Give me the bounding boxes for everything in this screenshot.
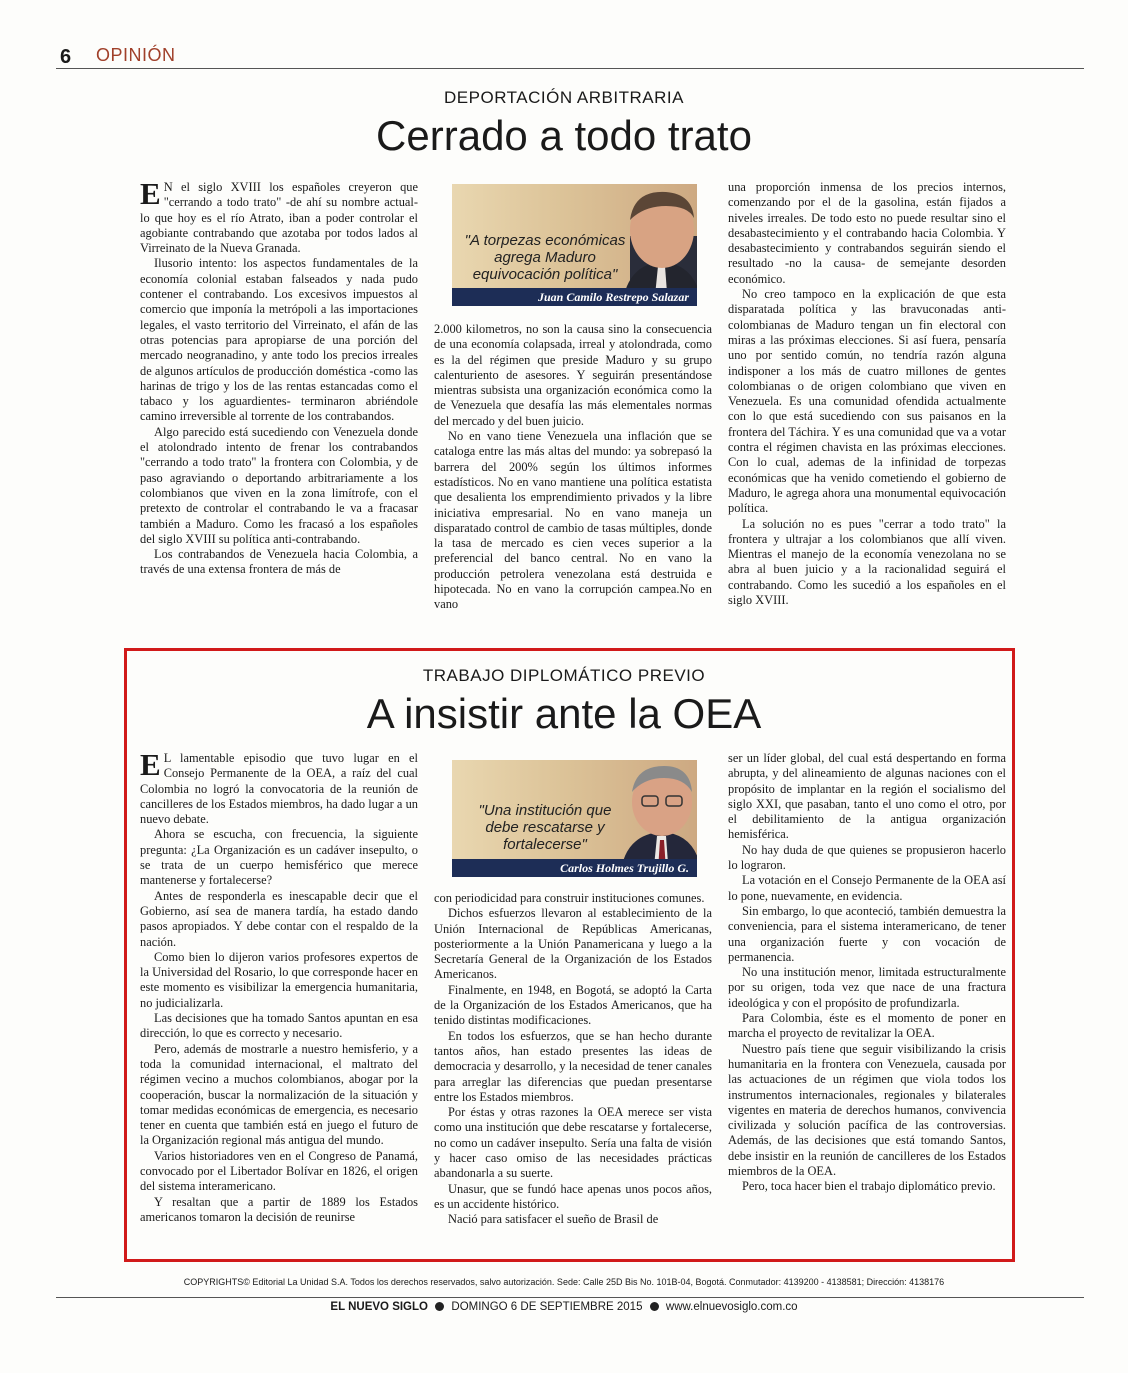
paragraph: Varios historiadores ven en el Congreso de Panamá, convocado por el Libertador Bolívar en 1826, el origen del sistema interamericano. [140, 1148, 418, 1194]
article2-col1 [140, 751, 418, 1256]
footer-url[interactable]: www.elnuevosiglo.com.co [665, 1301, 798, 1313]
footer-dot-icon [650, 1302, 659, 1311]
paragraph: Y resaltan que a partir de 1889 los Estados americanos tomaron la decisión de reunirse [140, 1194, 418, 1224]
paragraph: Antes de responderla es inescapable decir que el Gobierno, así sea de manera tardía, ha estado dando pasos apropiados. Y debe contar con el respaldo de la nación. [140, 888, 418, 949]
article2-kicker: TRABAJO DIPLOMÁTICO PREVIO [422, 666, 706, 685]
article2-col2 [434, 891, 712, 1256]
paragraph: Los contrabandos de Venezuela hacia Colombia, a través de una extensa frontera de más de [140, 547, 418, 577]
paragraph: La solución no es pues "cerrar a todo trato" la frontera y ultrajar a los colombianos que allí viven. Mientras el manejo de la economía venezolana no se abra al buen juicio y a la racionalidad seguirá el contrabando. Como les sucedió a los españoles en el siglo XVIII. [728, 516, 1006, 608]
paragraph: Ahora se escucha, con frecuencia, la siguiente pregunta: ¿La Organización es un cadáver insepulto, o se trata de un cuerpo hemisférico que merece mantenerse y fortalecerse? [140, 827, 418, 888]
footer-dot-icon [435, 1302, 444, 1311]
paragraph: Nació para satisfacer el sueño de Brasil de [448, 1212, 659, 1227]
paragraph: Dichos esfuerzos llevaron al establecimiento de la Unión Internacional de Repúblicas Americanas, posteriormente a la Unión Panamericana y luego a la Secretaría General de la Organización de los Estados Americanos. [434, 906, 712, 982]
copyright-line: COPYRIGHTS© Editorial La Unidad S.A. Todos los derechos reservados, salvo autorización. Sede: Calle 25D Bis No. 101B-04, Bogotá. Conmutador: 4139200 - 4138581; Dirección: 4138176 [183, 1277, 945, 1287]
paragraph: ser un líder global, del cual está despertando en forma abrupta, y del alineamiento de algunas naciones con el propósito de implantar en la región el socialismo del siglo XXI, que pasaban, tanto el uno como el otro, por el debilitamiento de la antigua organización hemisférica. [728, 751, 1006, 842]
header-rule [56, 68, 1084, 69]
paragraph: Las decisiones que ha tomado Santos apuntan en esa dirección, lo que es correcto y necesario. [140, 1011, 418, 1041]
paragraph: Por éstas y otras razones la OEA merece ser vista como una institución que debe rescatarse y fortalecerse, no como un cadáver insepulto. Sería una falta de visión y hacer caso omiso de las necesidades prácticas abandonarla a su suerte. [434, 1105, 712, 1181]
paragraph: con periodicidad para construir instituciones comunes. [434, 891, 705, 905]
paragraph: Ilusorio intento: los aspectos fundamentales de la economía colonial estaban falseados y nada pudo contener el contrabando. Los excesivos impuestos al comercio que imponía la metrópoli a las importaciones legales, el vasto territorio del Virreinato, el afán de las otras potencias para apropiarse de una porción del mercado neogranadino, y ante todo los precios irreales de algunos artículos de producción doméstica -como las harinas de trigo y los de las rentas estancadas como el tabaco y los aguardientes- terminaron abriéndole camino irreversible al torrente de los contrabandos. [140, 256, 418, 424]
paragraph: una proporción inmensa de los precios internos, comenzando por el de la gasolina, están fijados a niveles irreales. De todo esto no puede resultar sino el desabastecimiento y el contrabando hacia Colombia. Y desabastecimiento y contrabandos seguirán siendo el resultado -no la causa- de semejante desorden económico. [728, 180, 1006, 286]
section-label: OPINIÓN [96, 45, 176, 65]
article1-quote-text: "A torpezas económicas agrega Maduro equivocación política" [464, 232, 626, 283]
paragraph: No una institución menor, limitada estructuralmente por su origen, toda vez que nace de una fractura ideológica y con el propósito de profundizarla. [728, 965, 1006, 1010]
paragraph: No en vano tiene Venezuela una inflación que se cataloga entre las más altas del mundo: ya sobrepasó la barrera del 200% según los últimos informes estadísticos. No en vano mantiene una política estatista que desalienta los emprendimiento privados y la libre iniciativa empresarial. No en vano maneja un disparatado control de cambio de tasas múltiples, donde la tasa de mercado es cien veces superior a la preferencial del banco central. No en vano la producción petrolera venezolana está destruida e hipotecada. No en vano la corrupción campea.No en vano [434, 429, 712, 612]
article1-quote-box [452, 184, 697, 306]
footer-rule [56, 1297, 1084, 1298]
paragraph: La votación en el Consejo Permanente de la OEA así lo pone, nuevamente, en evidencia. [728, 873, 1006, 903]
paragraph: No hay duda de que quienes se propusieron hacerlo lo lograron. [728, 842, 1006, 873]
paragraph: Unasur, que se fundó hace apenas unos pocos años, es un accidente histórico. [434, 1181, 712, 1211]
paragraph: Como bien lo dijeron varios profesores expertos de la Universidad del Rosario, lo que corresponde hacer en este momento es visibilizar la emergencia humanitaria, no judicializarla. [140, 949, 418, 1010]
paragraph: Nuestro país tiene que seguir visibilizando la crisis humanitaria en la frontera con Venezuela, causada por las actuaciones de un régimen que viola todos los instrumentos internacionales, regionales y bilaterales vigentes en materia de derechos humanos, convivencia civilizada y solución pacífica de las controversias. Además, de las decisiones que está tomando Santos, debe insistir en la reunión de cancilleres de los Estados miembros de la OEA. [728, 1041, 1006, 1179]
paragraph: EN el siglo XVIII los españoles creyeron que "cerrando a todo trato" -de ahí su nombre actual- lo que hoy es el río Atrato, iban a poder controlar el agobiante contrabando que azotaba por todos lados al Virreinato de la Nueva Granada. [140, 180, 418, 256]
footer-brand: EL NUEVO SIGLO [330, 1301, 428, 1313]
footer-date: DOMINGO 6 DE SEPTIEMBRE 2015 [451, 1301, 643, 1313]
article2-col3 [728, 751, 1006, 1256]
paragraph: Para Colombia, éste es el momento de poner en marcha el proyecto de revitalizar la OEA. [728, 1011, 1006, 1041]
article1-author-band: Juan Camilo Restrepo Salazar [452, 288, 697, 306]
page-number: 6 [60, 46, 72, 68]
paragraph: Pero, además de mostrarle a nuestro hemisferio, y a toda la comunidad internacional, el maltrato del régimen vecino a muchos colombianos, abogar por la cooperación, buscar la normalización de la situación y tomar medidas económicas de emergencia, es necesario tener en cuenta que también está en juego el futuro de la Organización regional más antigua del mundo. [140, 1041, 418, 1148]
article1-headline: Cerrado a todo trato [376, 112, 752, 159]
article1-col2 [434, 322, 712, 642]
article2-headline: A insistir ante la OEA [366, 690, 762, 737]
paragraph: Finalmente, en 1948, en Bogotá, se adoptó la Carta de la Organización de los Estados Americanos, que ha tenido distintas modificaciones. [434, 982, 712, 1028]
paragraph: Algo parecido está sucediendo con Venezuela donde el atolondrado intento de frenar los contrabandos "cerrando a todo trato" la frontera con Colombia, y de paso agraviando o deportando arbitrariamente a los colombianos que viven en la zona limítrofe, con el pretexto de controlar el contrabando le va a fracasar también a Maduro. Como les fracasó a los españoles del siglo XVIII su política anti-contrabando. [140, 424, 418, 546]
article2-quote-box [452, 760, 697, 877]
paragraph: Pero, toca hacer bien el trabajo diplomático previo. [742, 1179, 996, 1194]
footer [0, 1301, 1128, 1313]
paragraph: Sin embargo, lo que aconteció, también demuestra la conveniencia, para el sistema interamericano, de tener una organización fuerte y con vocación de permanencia. [728, 903, 1006, 964]
paragraph: En todos los esfuerzos, que se han hecho durante tantos años, han estado presentes las ideas de democracia y desarrollo, y la necesidad de tener canales para arreglar las diferencias que puedan presentarse entre los Estados miembros. [434, 1028, 712, 1104]
paragraph: No creo tampoco en la explicación de que esta disparatada política y las bravuconadas anti-colombianas de Maduro tengan un fin electoral con miras a las próximas elecciones. Si así fuera, pensaría uno por sentido común, no tendría razón alguna indisponer a los más de cuatro millones de gentes colombianas o de origen colombiano que viven en Venezuela. Es una comunidad ofendida actualmente con lo que está sucediendo con sus paisanos en la frontera del Táchira. Y es una comunidad que va a votar contra el régimen chavista en las próximas elecciones. Con lo cual, ademas de la infinidad de torpezas económicas que ha venido cometiendo el gobierno de Maduro, le agrega ahora una monumental equivocación política. [728, 287, 1006, 516]
paragraph: 2.000 kilometros, no son la causa sino la consecuencia de una economía colapsada, irreal y atolondrada, como es la del régimen que preside Maduro y su grupo calenturiento de asesores. Y seguirán presentándose mientras subsista una organización económica como la de Venezuela que desafía las más elementales normas del mercado y del buen juicio. [434, 322, 712, 428]
article1-col1 [140, 180, 418, 642]
article1-col3 [728, 180, 1006, 642]
paragraph: EL lamentable episodio que tuvo lugar en el Consejo Permanente de la OEA, a raíz del cual Colombia no logró la convocatoria de la reunión de cancilleres de los Estados miembros, ha dado lugar a un nuevo debate. [140, 751, 418, 827]
article2-author-band: Carlos Holmes Trujillo G. [452, 859, 697, 877]
article1-kicker: DEPORTACIÓN ARBITRARIA [444, 88, 684, 107]
article2-quote-text: "Una institución que debe rescatarse y fortalecerse" [478, 802, 612, 853]
